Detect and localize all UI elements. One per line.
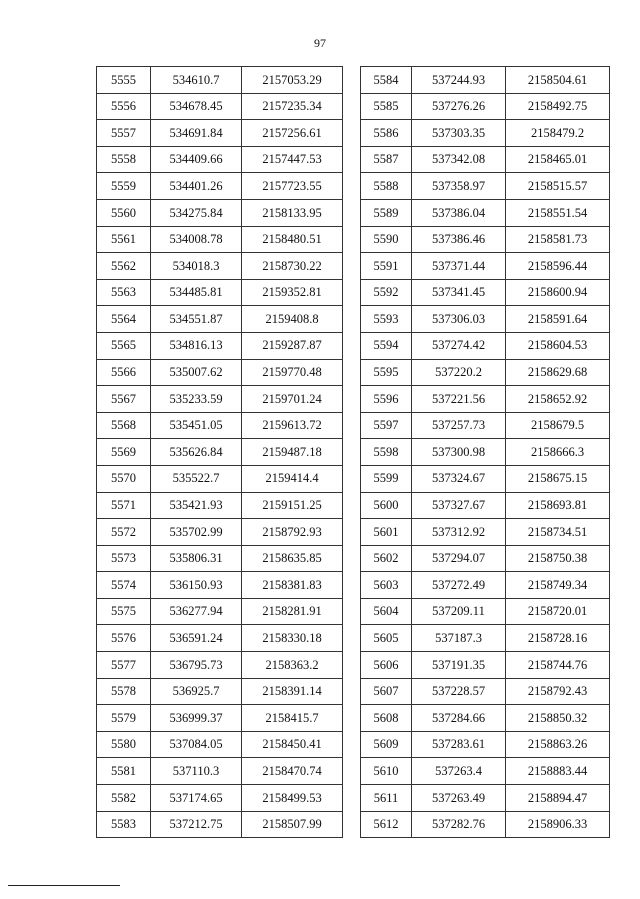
coordinates-table-right-body bbox=[361, 67, 610, 838]
table-row bbox=[97, 785, 343, 812]
x-coordinate-cell: 537306.03 bbox=[412, 306, 506, 333]
x-coordinate-cell: 535522.7 bbox=[151, 465, 242, 492]
table-row bbox=[361, 226, 610, 253]
coordinates-table-left-body bbox=[97, 67, 343, 838]
table-row bbox=[361, 545, 610, 572]
point-number-cell: 5604 bbox=[361, 598, 412, 625]
x-coordinate-cell: 534275.84 bbox=[151, 199, 242, 226]
y-coordinate-cell: 2158581.73 bbox=[506, 226, 610, 253]
x-coordinate-cell: 537341.45 bbox=[412, 279, 506, 306]
coordinates-table-left bbox=[96, 66, 343, 838]
point-number-cell: 5560 bbox=[97, 199, 151, 226]
point-number-cell: 5564 bbox=[97, 306, 151, 333]
x-coordinate-cell: 536925.7 bbox=[151, 678, 242, 705]
y-coordinate-cell: 2158883.44 bbox=[506, 758, 610, 785]
point-number-cell: 5592 bbox=[361, 279, 412, 306]
y-coordinate-cell: 2158629.68 bbox=[506, 359, 610, 386]
point-number-cell: 5599 bbox=[361, 465, 412, 492]
y-coordinate-cell: 2158850.32 bbox=[506, 705, 610, 732]
table-row bbox=[97, 625, 343, 652]
table-row bbox=[361, 572, 610, 599]
y-coordinate-cell: 2158479.2 bbox=[506, 120, 610, 147]
table-row bbox=[361, 519, 610, 546]
x-coordinate-cell: 537303.35 bbox=[412, 120, 506, 147]
table-row bbox=[361, 492, 610, 519]
point-number-cell: 5605 bbox=[361, 625, 412, 652]
table-row bbox=[97, 173, 343, 200]
point-number-cell: 5575 bbox=[97, 598, 151, 625]
y-coordinate-cell: 2158507.99 bbox=[242, 811, 343, 838]
table-row bbox=[361, 705, 610, 732]
table-row bbox=[361, 332, 610, 359]
table-row bbox=[361, 439, 610, 466]
point-number-cell: 5595 bbox=[361, 359, 412, 386]
table-row bbox=[97, 811, 343, 838]
point-number-cell: 5580 bbox=[97, 731, 151, 758]
x-coordinate-cell: 537174.65 bbox=[151, 785, 242, 812]
y-coordinate-cell: 2159287.87 bbox=[242, 332, 343, 359]
point-number-cell: 5581 bbox=[97, 758, 151, 785]
table-row bbox=[97, 465, 343, 492]
point-number-cell: 5588 bbox=[361, 173, 412, 200]
point-number-cell: 5556 bbox=[97, 93, 151, 120]
point-number-cell: 5573 bbox=[97, 545, 151, 572]
page-number: 97 bbox=[314, 36, 326, 50]
point-number-cell: 5576 bbox=[97, 625, 151, 652]
y-coordinate-cell: 2158693.81 bbox=[506, 492, 610, 519]
y-coordinate-cell: 2159408.8 bbox=[242, 306, 343, 333]
table-row bbox=[97, 253, 343, 280]
table-row bbox=[97, 652, 343, 679]
y-coordinate-cell: 2158492.75 bbox=[506, 93, 610, 120]
y-coordinate-cell: 2159487.18 bbox=[242, 439, 343, 466]
table-row bbox=[361, 279, 610, 306]
x-coordinate-cell: 536150.93 bbox=[151, 572, 242, 599]
y-coordinate-cell: 2158720.01 bbox=[506, 598, 610, 625]
table-row bbox=[97, 545, 343, 572]
x-coordinate-cell: 537371.44 bbox=[412, 253, 506, 280]
y-coordinate-cell: 2158863.26 bbox=[506, 731, 610, 758]
x-coordinate-cell: 534409.66 bbox=[151, 146, 242, 173]
table-row bbox=[97, 519, 343, 546]
y-coordinate-cell: 2158894.47 bbox=[506, 785, 610, 812]
x-coordinate-cell: 535233.59 bbox=[151, 386, 242, 413]
table-row bbox=[97, 598, 343, 625]
y-coordinate-cell: 2158675.15 bbox=[506, 465, 610, 492]
x-coordinate-cell: 537084.05 bbox=[151, 731, 242, 758]
y-coordinate-cell: 2157235.34 bbox=[242, 93, 343, 120]
table-row bbox=[361, 173, 610, 200]
point-number-cell: 5609 bbox=[361, 731, 412, 758]
y-coordinate-cell: 2159701.24 bbox=[242, 386, 343, 413]
point-number-cell: 5596 bbox=[361, 386, 412, 413]
x-coordinate-cell: 537209.11 bbox=[412, 598, 506, 625]
point-number-cell: 5569 bbox=[97, 439, 151, 466]
y-coordinate-cell: 2158391.14 bbox=[242, 678, 343, 705]
x-coordinate-cell: 535421.93 bbox=[151, 492, 242, 519]
table-row bbox=[97, 93, 343, 120]
point-number-cell: 5567 bbox=[97, 386, 151, 413]
table-row bbox=[361, 598, 610, 625]
y-coordinate-cell: 2157256.61 bbox=[242, 120, 343, 147]
x-coordinate-cell: 537244.93 bbox=[412, 67, 506, 94]
x-coordinate-cell: 537221.56 bbox=[412, 386, 506, 413]
y-coordinate-cell: 2158480.51 bbox=[242, 226, 343, 253]
x-coordinate-cell: 535702.99 bbox=[151, 519, 242, 546]
table-row bbox=[97, 226, 343, 253]
y-coordinate-cell: 2157053.29 bbox=[242, 67, 343, 94]
table-row bbox=[361, 199, 610, 226]
table-row bbox=[361, 678, 610, 705]
point-number-cell: 5603 bbox=[361, 572, 412, 599]
y-coordinate-cell: 2158504.61 bbox=[506, 67, 610, 94]
x-coordinate-cell: 534678.45 bbox=[151, 93, 242, 120]
point-number-cell: 5555 bbox=[97, 67, 151, 94]
y-coordinate-cell: 2158465.01 bbox=[506, 146, 610, 173]
point-number-cell: 5610 bbox=[361, 758, 412, 785]
point-number-cell: 5608 bbox=[361, 705, 412, 732]
y-coordinate-cell: 2158744.76 bbox=[506, 652, 610, 679]
x-coordinate-cell: 537386.04 bbox=[412, 199, 506, 226]
table-row bbox=[361, 785, 610, 812]
y-coordinate-cell: 2159352.81 bbox=[242, 279, 343, 306]
x-coordinate-cell: 534018.3 bbox=[151, 253, 242, 280]
table-row bbox=[361, 359, 610, 386]
point-number-cell: 5602 bbox=[361, 545, 412, 572]
x-coordinate-cell: 537228.57 bbox=[412, 678, 506, 705]
x-coordinate-cell: 537300.98 bbox=[412, 439, 506, 466]
point-number-cell: 5593 bbox=[361, 306, 412, 333]
y-coordinate-cell: 2158749.34 bbox=[506, 572, 610, 599]
point-number-cell: 5597 bbox=[361, 412, 412, 439]
point-number-cell: 5557 bbox=[97, 120, 151, 147]
point-number-cell: 5582 bbox=[97, 785, 151, 812]
point-number-cell: 5590 bbox=[361, 226, 412, 253]
x-coordinate-cell: 534691.84 bbox=[151, 120, 242, 147]
x-coordinate-cell: 537312.92 bbox=[412, 519, 506, 546]
x-coordinate-cell: 534485.81 bbox=[151, 279, 242, 306]
point-number-cell: 5578 bbox=[97, 678, 151, 705]
table-row bbox=[97, 306, 343, 333]
table-row bbox=[361, 758, 610, 785]
x-coordinate-cell: 534551.87 bbox=[151, 306, 242, 333]
x-coordinate-cell: 534816.13 bbox=[151, 332, 242, 359]
point-number-cell: 5585 bbox=[361, 93, 412, 120]
y-coordinate-cell: 2158381.83 bbox=[242, 572, 343, 599]
x-coordinate-cell: 537191.35 bbox=[412, 652, 506, 679]
x-coordinate-cell: 536277.94 bbox=[151, 598, 242, 625]
x-coordinate-cell: 535451.05 bbox=[151, 412, 242, 439]
point-number-cell: 5574 bbox=[97, 572, 151, 599]
table-row bbox=[97, 678, 343, 705]
table-row bbox=[97, 199, 343, 226]
x-coordinate-cell: 537212.75 bbox=[151, 811, 242, 838]
y-coordinate-cell: 2158499.53 bbox=[242, 785, 343, 812]
y-coordinate-cell: 2158666.3 bbox=[506, 439, 610, 466]
table-row bbox=[97, 412, 343, 439]
table-row bbox=[361, 120, 610, 147]
x-coordinate-cell: 537110.3 bbox=[151, 758, 242, 785]
x-coordinate-cell: 534401.26 bbox=[151, 173, 242, 200]
y-coordinate-cell: 2158792.93 bbox=[242, 519, 343, 546]
x-coordinate-cell: 537272.49 bbox=[412, 572, 506, 599]
y-coordinate-cell: 2159414.4 bbox=[242, 465, 343, 492]
table-row bbox=[97, 572, 343, 599]
x-coordinate-cell: 535806.31 bbox=[151, 545, 242, 572]
point-number-cell: 5568 bbox=[97, 412, 151, 439]
table-row bbox=[97, 120, 343, 147]
x-coordinate-cell: 537284.66 bbox=[412, 705, 506, 732]
y-coordinate-cell: 2158415.7 bbox=[242, 705, 343, 732]
point-number-cell: 5558 bbox=[97, 146, 151, 173]
y-coordinate-cell: 2158792.43 bbox=[506, 678, 610, 705]
x-coordinate-cell: 537386.46 bbox=[412, 226, 506, 253]
y-coordinate-cell: 2158652.92 bbox=[506, 386, 610, 413]
y-coordinate-cell: 2158728.16 bbox=[506, 625, 610, 652]
x-coordinate-cell: 537282.76 bbox=[412, 811, 506, 838]
x-coordinate-cell: 537257.73 bbox=[412, 412, 506, 439]
table-row bbox=[97, 67, 343, 94]
y-coordinate-cell: 2158470.74 bbox=[242, 758, 343, 785]
y-coordinate-cell: 2158600.94 bbox=[506, 279, 610, 306]
y-coordinate-cell: 2158450.41 bbox=[242, 731, 343, 758]
point-number-cell: 5606 bbox=[361, 652, 412, 679]
point-number-cell: 5563 bbox=[97, 279, 151, 306]
table-row bbox=[361, 412, 610, 439]
x-coordinate-cell: 535007.62 bbox=[151, 359, 242, 386]
y-coordinate-cell: 2159151.25 bbox=[242, 492, 343, 519]
x-coordinate-cell: 537327.67 bbox=[412, 492, 506, 519]
point-number-cell: 5559 bbox=[97, 173, 151, 200]
x-coordinate-cell: 536591.24 bbox=[151, 625, 242, 652]
point-number-cell: 5601 bbox=[361, 519, 412, 546]
y-coordinate-cell: 2158730.22 bbox=[242, 253, 343, 280]
point-number-cell: 5600 bbox=[361, 492, 412, 519]
point-number-cell: 5565 bbox=[97, 332, 151, 359]
table-row bbox=[97, 386, 343, 413]
table-row bbox=[361, 306, 610, 333]
point-number-cell: 5611 bbox=[361, 785, 412, 812]
x-coordinate-cell: 537324.67 bbox=[412, 465, 506, 492]
x-coordinate-cell: 536999.37 bbox=[151, 705, 242, 732]
footnote-rule bbox=[8, 885, 120, 886]
table-row bbox=[361, 652, 610, 679]
point-number-cell: 5587 bbox=[361, 146, 412, 173]
table-row bbox=[97, 146, 343, 173]
x-coordinate-cell: 537283.61 bbox=[412, 731, 506, 758]
table-row bbox=[361, 625, 610, 652]
table-row bbox=[361, 146, 610, 173]
coordinates-table-right bbox=[360, 66, 610, 838]
y-coordinate-cell: 2158604.53 bbox=[506, 332, 610, 359]
table-row bbox=[361, 811, 610, 838]
point-number-cell: 5562 bbox=[97, 253, 151, 280]
point-number-cell: 5571 bbox=[97, 492, 151, 519]
y-coordinate-cell: 2158750.38 bbox=[506, 545, 610, 572]
x-coordinate-cell: 534008.78 bbox=[151, 226, 242, 253]
table-row bbox=[97, 332, 343, 359]
point-number-cell: 5570 bbox=[97, 465, 151, 492]
point-number-cell: 5566 bbox=[97, 359, 151, 386]
y-coordinate-cell: 2157447.53 bbox=[242, 146, 343, 173]
x-coordinate-cell: 537342.08 bbox=[412, 146, 506, 173]
table-row bbox=[97, 731, 343, 758]
point-number-cell: 5607 bbox=[361, 678, 412, 705]
y-coordinate-cell: 2158363.2 bbox=[242, 652, 343, 679]
table-row bbox=[97, 492, 343, 519]
x-coordinate-cell: 537294.07 bbox=[412, 545, 506, 572]
y-coordinate-cell: 2158734.51 bbox=[506, 519, 610, 546]
table-row bbox=[361, 465, 610, 492]
y-coordinate-cell: 2158515.57 bbox=[506, 173, 610, 200]
point-number-cell: 5577 bbox=[97, 652, 151, 679]
y-coordinate-cell: 2157723.55 bbox=[242, 173, 343, 200]
table-row bbox=[97, 359, 343, 386]
y-coordinate-cell: 2158679.5 bbox=[506, 412, 610, 439]
point-number-cell: 5583 bbox=[97, 811, 151, 838]
point-number-cell: 5612 bbox=[361, 811, 412, 838]
point-number-cell: 5561 bbox=[97, 226, 151, 253]
point-number-cell: 5594 bbox=[361, 332, 412, 359]
point-number-cell: 5572 bbox=[97, 519, 151, 546]
table-row bbox=[361, 386, 610, 413]
x-coordinate-cell: 537274.42 bbox=[412, 332, 506, 359]
point-number-cell: 5591 bbox=[361, 253, 412, 280]
y-coordinate-cell: 2159770.48 bbox=[242, 359, 343, 386]
table-row bbox=[361, 93, 610, 120]
x-coordinate-cell: 535626.84 bbox=[151, 439, 242, 466]
point-number-cell: 5579 bbox=[97, 705, 151, 732]
x-coordinate-cell: 537276.26 bbox=[412, 93, 506, 120]
table-row bbox=[361, 67, 610, 94]
point-number-cell: 5598 bbox=[361, 439, 412, 466]
y-coordinate-cell: 2158635.85 bbox=[242, 545, 343, 572]
y-coordinate-cell: 2158330.18 bbox=[242, 625, 343, 652]
point-number-cell: 5589 bbox=[361, 199, 412, 226]
point-number-cell: 5584 bbox=[361, 67, 412, 94]
table-row bbox=[97, 758, 343, 785]
table-row bbox=[361, 731, 610, 758]
x-coordinate-cell: 537220.2 bbox=[412, 359, 506, 386]
y-coordinate-cell: 2158906.33 bbox=[506, 811, 610, 838]
x-coordinate-cell: 537263.49 bbox=[412, 785, 506, 812]
table-row bbox=[361, 253, 610, 280]
table-row bbox=[97, 279, 343, 306]
x-coordinate-cell: 537187.3 bbox=[412, 625, 506, 652]
y-coordinate-cell: 2159613.72 bbox=[242, 412, 343, 439]
y-coordinate-cell: 2158551.54 bbox=[506, 199, 610, 226]
point-number-cell: 5586 bbox=[361, 120, 412, 147]
y-coordinate-cell: 2158133.95 bbox=[242, 199, 343, 226]
y-coordinate-cell: 2158281.91 bbox=[242, 598, 343, 625]
table-row bbox=[97, 705, 343, 732]
x-coordinate-cell: 536795.73 bbox=[151, 652, 242, 679]
y-coordinate-cell: 2158596.44 bbox=[506, 253, 610, 280]
x-coordinate-cell: 537358.97 bbox=[412, 173, 506, 200]
x-coordinate-cell: 534610.7 bbox=[151, 67, 242, 94]
x-coordinate-cell: 537263.4 bbox=[412, 758, 506, 785]
y-coordinate-cell: 2158591.64 bbox=[506, 306, 610, 333]
table-row bbox=[97, 439, 343, 466]
